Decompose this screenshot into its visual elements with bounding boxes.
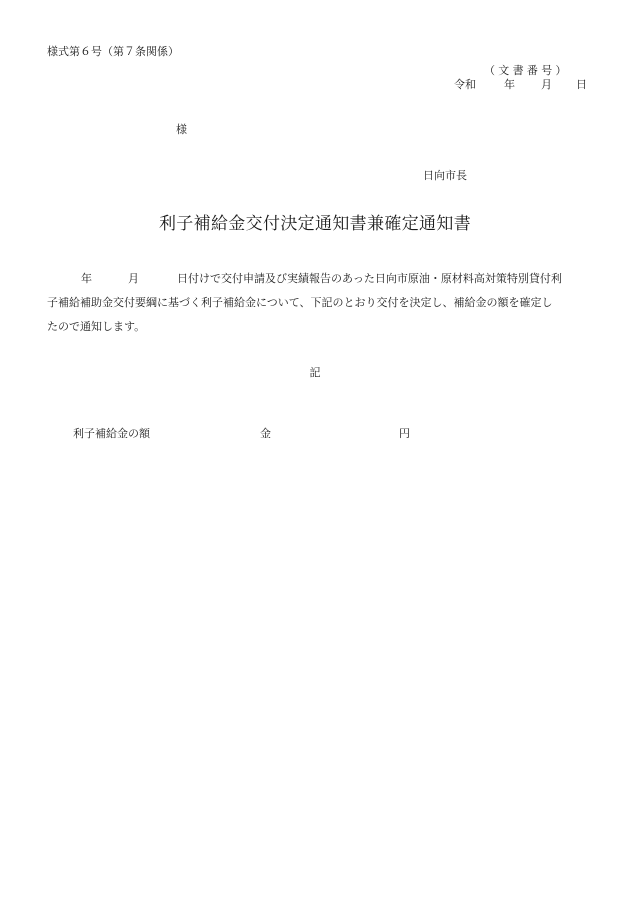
- document-title: 利子補給金交付決定通知書兼確定通知書: [158, 214, 472, 234]
- body-line-2: 子補給補助金交付要綱に基づく利子補給金について、下記のとおり交付を決定し、補給金の額を確定し: [47, 296, 553, 309]
- sender-name: 日向市長: [423, 169, 467, 182]
- body-year: 年: [81, 272, 92, 285]
- body-line-1-text: 日付けで交付申請及び実績報告のあった日向市原油・原材料高対策特別貸付利: [177, 272, 562, 285]
- amount-kin: 金: [260, 427, 271, 440]
- body-month: 月: [128, 272, 139, 285]
- body-paragraph: [47, 267, 587, 339]
- amount-yen: 円: [399, 427, 410, 440]
- form-number: 様式第６号（第７条関係）: [47, 45, 179, 58]
- document-number: （文書番号）: [484, 64, 570, 77]
- date-day: 日: [576, 78, 587, 91]
- addressee-honorific: 様: [176, 123, 187, 136]
- date-month: 月: [541, 78, 552, 91]
- issue-date: [454, 79, 587, 90]
- amount-label: 利子補給金の額: [73, 427, 150, 440]
- body-line-1: [47, 267, 587, 291]
- date-year: 年: [504, 78, 515, 91]
- body-line-3: たので通知します。: [47, 320, 146, 333]
- ki-heading: 記: [309, 366, 321, 379]
- date-era: 令和: [454, 78, 476, 91]
